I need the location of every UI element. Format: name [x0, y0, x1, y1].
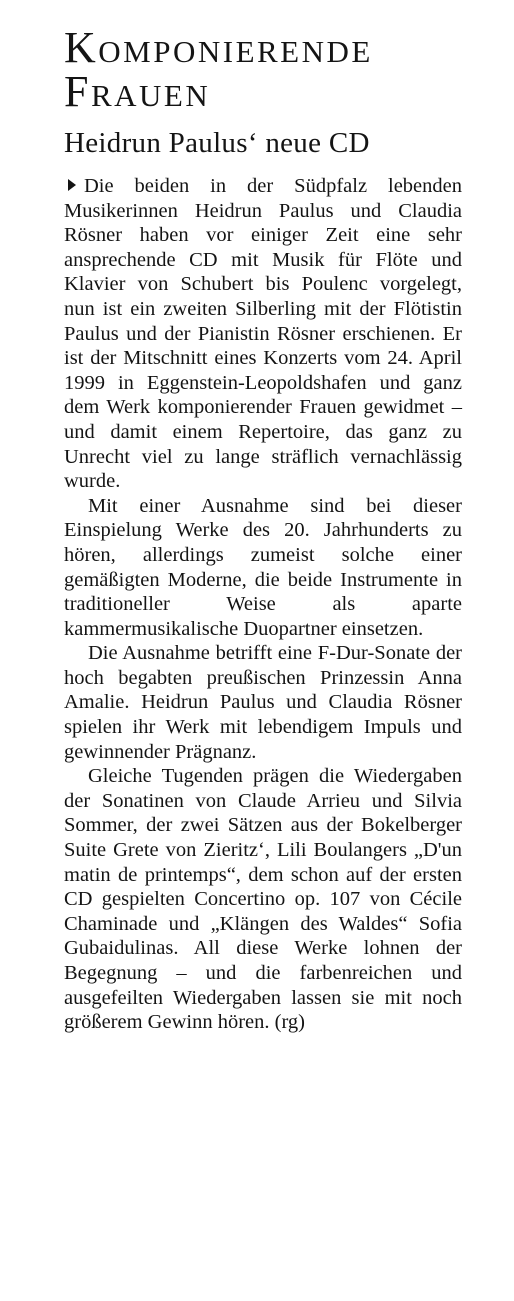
- paragraph-3: Die Ausnahme betrifft eine F-Dur-Sonate der hoch begabten preußischen Prinzessin Anna Amalie. Heidrun Paulus und Claudia Rösner spielen ihr Werk mit lebendigem Impuls und gewinnender Prägnanz.: [64, 642, 462, 763]
- headline-line-2: Frauen: [64, 67, 211, 116]
- paragraph-1-text: Die beiden in der Südpfalz lebenden Musikerinnen Heidrun Paulus und Claudia Rösner haben vor einiger Zeit eine sehr ansprechende CD mit Musik für Flöte und Klavier von Schubert bis Poulenc vorgelegt, nun ist ein zweiten Silberling mit der Flötistin Paulus und der Pianistin Rösner erschienen. Er ist der Mitschnitt eines Konzerts vom 24. April 1999 in Eggenstein-Leopoldshafen und ganz dem Werk komponierender Frauen gewidmet – und damit einem Repertoire, das ganz zu Unrecht viel zu lange sträflich vernachlässig wurde.: [64, 175, 462, 493]
- lead-arrow-icon: [68, 179, 76, 191]
- headline-line-1: Komponierende: [64, 23, 373, 72]
- article: [64, 23, 462, 1035]
- paragraph-1: [64, 174, 462, 494]
- headline: [64, 23, 462, 116]
- subtitle: Heidrun Paulus‘ neue CD: [64, 127, 370, 159]
- paragraph-2: Mit einer Ausnahme sind bei dieser Einspielung Werke des 20. Jahrhunderts zu hören, allerdings zumeist solche einer gemäßigten Moderne, die beide Instrumente in traditioneller Weise als aparte kammermusikalische Duopartner einsetzen.: [64, 494, 462, 640]
- paragraph-4: Gleiche Tugenden prägen die Wiedergaben der Sonatinen von Claude Arrieu und Silvia Sommer, der zwei Sätzen aus der Bokelberger Suite Grete von Zieritz‘, Lili Boulangers „D'un matin de printemps“, dem schon auf der ersten CD gespielten Concertino op. 107 von Cécile Chaminade und „Klängen des Waldes“ Sofia Gubaidulinas. All diese Werke lohnen der Begegnung – und die farbenreichen und ausgefeilten Wiedergaben lassen sie mit noch größerem Gewinn hören. (rg): [64, 765, 462, 1034]
- article-body: [64, 174, 462, 1035]
